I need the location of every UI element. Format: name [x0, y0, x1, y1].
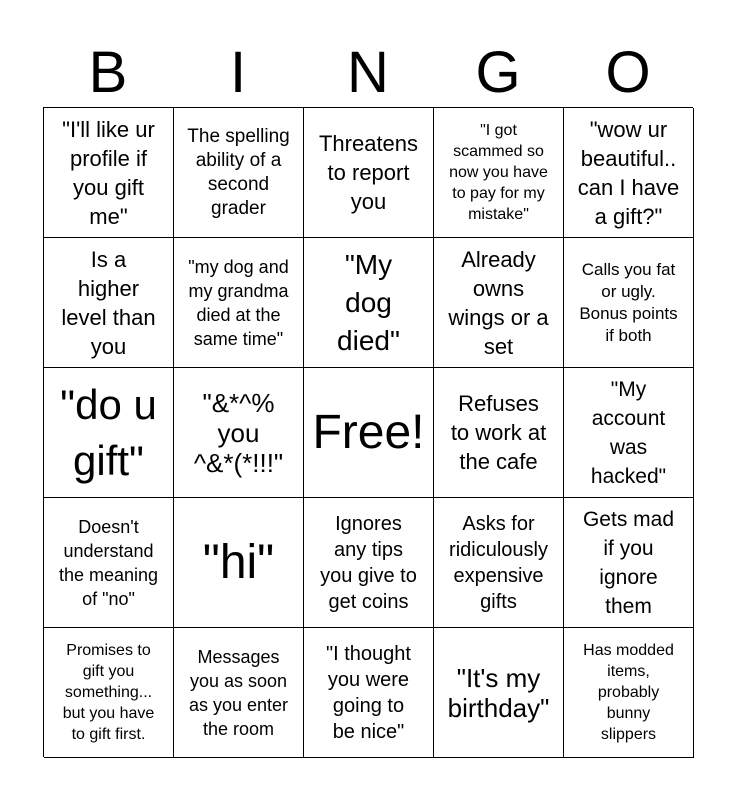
bingo-cell[interactable]: [434, 368, 564, 498]
cell-text: The spelling ability of a second grader: [187, 125, 290, 219]
cell-text: "do u gift": [60, 380, 157, 484]
header-letter-n: N: [347, 40, 389, 105]
cell-text: "My account was hacked": [590, 377, 667, 488]
cell-text: "My dog died": [337, 248, 400, 356]
cell-text: "I thought you were going to be nice": [326, 642, 411, 743]
cell-text: "It's my birthday": [447, 662, 550, 723]
bingo-cell[interactable]: [44, 498, 174, 628]
bingo-cell[interactable]: [44, 628, 174, 758]
bingo-cell[interactable]: [564, 238, 694, 368]
cell-text: "&*^% you ^&*(*!!!": [193, 387, 284, 478]
bingo-cell[interactable]: [434, 498, 564, 628]
header-letter-b: B: [88, 40, 128, 105]
bingo-cell[interactable]: [564, 498, 694, 628]
header-letter-i: I: [229, 40, 247, 105]
bingo-cell[interactable]: [564, 628, 694, 758]
bingo-cell[interactable]: [174, 368, 304, 498]
bingo-cell[interactable]: [44, 238, 174, 368]
bingo-cell[interactable]: [434, 238, 564, 368]
bingo-cell[interactable]: [434, 628, 564, 758]
bingo-header: [43, 40, 693, 106]
bingo-cell[interactable]: [174, 108, 304, 238]
bingo-cell[interactable]: [44, 368, 174, 498]
bingo-cell[interactable]: [304, 628, 434, 758]
bingo-grid: [43, 107, 693, 757]
cell-text: "I'll like ur profile if you gift me": [62, 116, 155, 229]
cell-text: Refuses to work at the cafe: [450, 391, 547, 474]
header-letter-o: O: [605, 40, 651, 105]
cell-text: "I got scammed so now you have to pay for my mistake": [449, 122, 548, 223]
cell-text: Is a higher level than you: [61, 246, 156, 359]
bingo-cell[interactable]: [304, 108, 434, 238]
cell-text: "wow ur beautiful.. can I have a gift?": [577, 116, 680, 229]
header-letter-g: G: [475, 40, 521, 105]
bingo-cell[interactable]: [564, 368, 694, 498]
cell-text: Messages you as soon as you enter the room: [188, 646, 289, 739]
cell-text: Threatens to report you: [318, 131, 419, 214]
bingo-cell[interactable]: [44, 108, 174, 238]
bingo-cell[interactable]: [174, 238, 304, 368]
cell-text: Gets mad if you ignore them: [582, 507, 675, 618]
bingo-cell[interactable]: [434, 108, 564, 238]
cell-text: Has modded items, probably bunny slippers: [583, 642, 674, 743]
bingo-cell[interactable]: [564, 108, 694, 238]
cell-text: Calls you fat or ugly. Bonus points if both: [579, 259, 678, 345]
bingo-cell[interactable]: [304, 238, 434, 368]
cell-text: Asks for ridiculously expensive gifts: [449, 512, 548, 613]
cell-text: "my dog and my grandma died at the same time": [188, 256, 289, 349]
free-space[interactable]: [304, 368, 434, 498]
bingo-cell[interactable]: [174, 498, 304, 628]
cell-text: Doesn't understand the meaning of "no": [58, 516, 159, 609]
bingo-cell[interactable]: [174, 628, 304, 758]
bingo-cell[interactable]: [304, 498, 434, 628]
cell-text: Promises to gift you something... but you have to gift first.: [62, 642, 155, 743]
free-space-text: Free!: [312, 405, 425, 459]
cell-text: Ignores any tips you give to get coins: [320, 512, 417, 613]
cell-text: "hi": [202, 535, 275, 589]
cell-text: Already owns wings or a set: [448, 246, 549, 359]
